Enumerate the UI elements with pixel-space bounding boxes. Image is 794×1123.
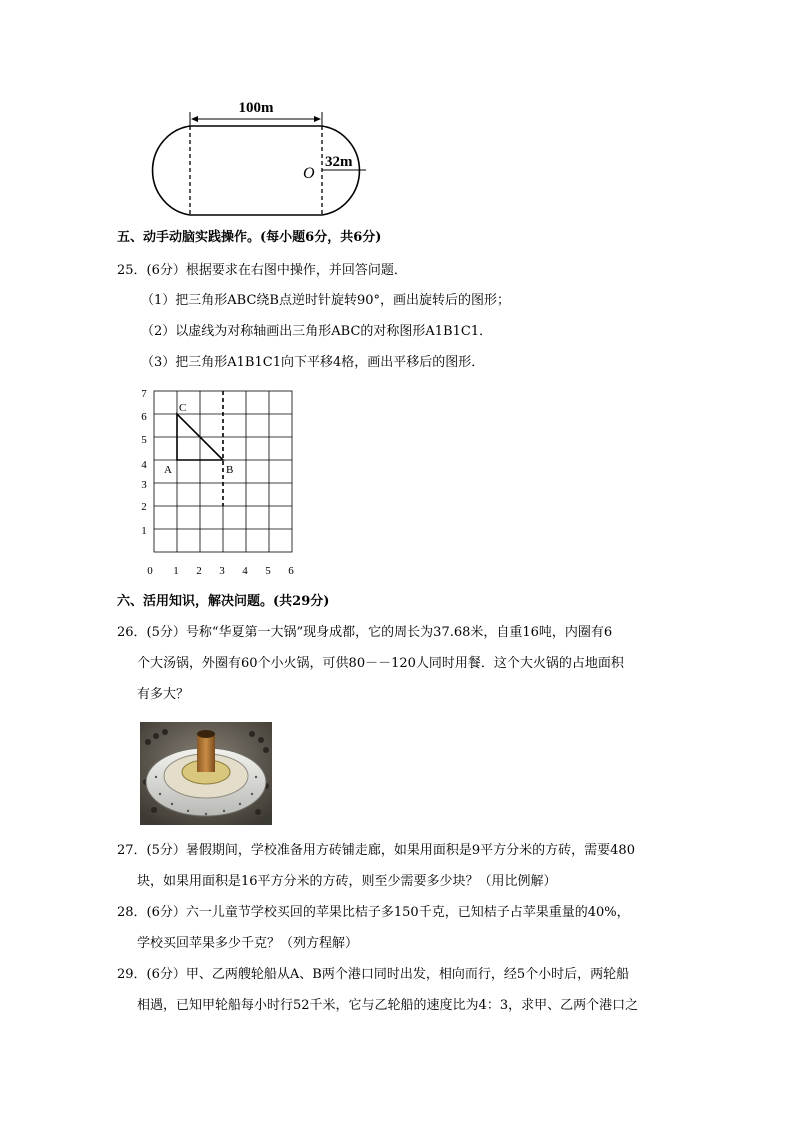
q29-line-2: 相遇，已知甲轮船每小时行52千米，它与乙轮船的速度比为4：3，求甲、乙两个港口之 [137, 998, 639, 1013]
label-b: B [226, 464, 234, 476]
y-tick-labels [141, 388, 147, 537]
y-tick-2: 2 [141, 501, 147, 513]
y-tick-1: 1 [141, 525, 147, 537]
x-tick-2: 2 [196, 565, 202, 577]
q29-line-1: 29．(6分）甲、乙两艘轮船从A、B两个港口同时出发，相向而行，经5个小时后，两轮船 [117, 967, 630, 982]
q25-stem: 25．(6分）根据要求在右图中操作，并回答问题． [117, 263, 407, 278]
q28-line-2: 学校买回苹果多少千克？（列方程解） [137, 936, 359, 951]
center-label: O [303, 165, 315, 182]
y-tick-7: 7 [141, 388, 147, 400]
q25-item-2: （2）以虚线为对称轴画出三角形ABC的对称图形A1B1C1． [141, 324, 493, 339]
dimension-arrow-left [191, 116, 198, 122]
track-figure [135, 90, 385, 220]
q27-line-1: 27．(5分）暑假期间，学校准备用方砖铺走廊，如果用面积是9平方分米的方砖，需要480 [117, 843, 635, 858]
q27-line-2: 块，如果用面积是16平方分米的方砖，则至少需要多少块？（用比例解） [137, 874, 557, 889]
y-tick-6: 6 [141, 411, 147, 423]
pot-chimney [197, 734, 215, 772]
pot-chimney-top [197, 730, 215, 738]
q25-item-3: （3）把三角形A1B1C1向下平移4格，画出平移后的图形． [141, 355, 485, 370]
x-tick-6: 6 [288, 565, 294, 577]
giant-hotpot-photo [140, 722, 272, 825]
x-tick-4: 4 [242, 565, 248, 577]
q26-line-3: 有多大？ [137, 687, 190, 702]
coordinate-grid [135, 384, 305, 579]
x-tick-5: 5 [265, 565, 271, 577]
x-tick-1: 1 [173, 565, 179, 577]
y-tick-3: 3 [141, 479, 147, 491]
label-a: A [164, 464, 172, 476]
section6-heading: 六、活用知识，解决问题。(共29分) [117, 594, 330, 609]
x-tick-0: 0 [147, 565, 153, 577]
q26-line-2: 个大汤锅，外圈有60个小火锅，可供80－－120人同时用餐．这个大火锅的占地面积 [137, 656, 624, 671]
q28-line-1: 28．(6分）六一儿童节学校买回的苹果比桔子多150千克，已知桔子占苹果重量的40%， [117, 905, 630, 920]
q26-line-1: 26．(5分）号称“华夏第一大锅”现身成都，它的周长为37.68米，自重16吨，内圈有6 [117, 625, 613, 640]
dimension-arrow-right [314, 116, 321, 122]
y-tick-5: 5 [141, 434, 147, 446]
q25-item-1: （1）把三角形ABC绕B点逆时针旋转90°，画出旋转后的图形； [141, 293, 510, 308]
length-label: 100m [238, 100, 274, 116]
y-tick-4: 4 [141, 459, 147, 471]
radius-label: 32m [325, 154, 353, 170]
label-c: C [179, 402, 187, 414]
x-tick-labels [147, 565, 294, 577]
x-tick-3: 3 [219, 565, 225, 577]
section5-heading: 五、动手动脑实践操作。(每小题6分，共6分) [117, 230, 382, 245]
